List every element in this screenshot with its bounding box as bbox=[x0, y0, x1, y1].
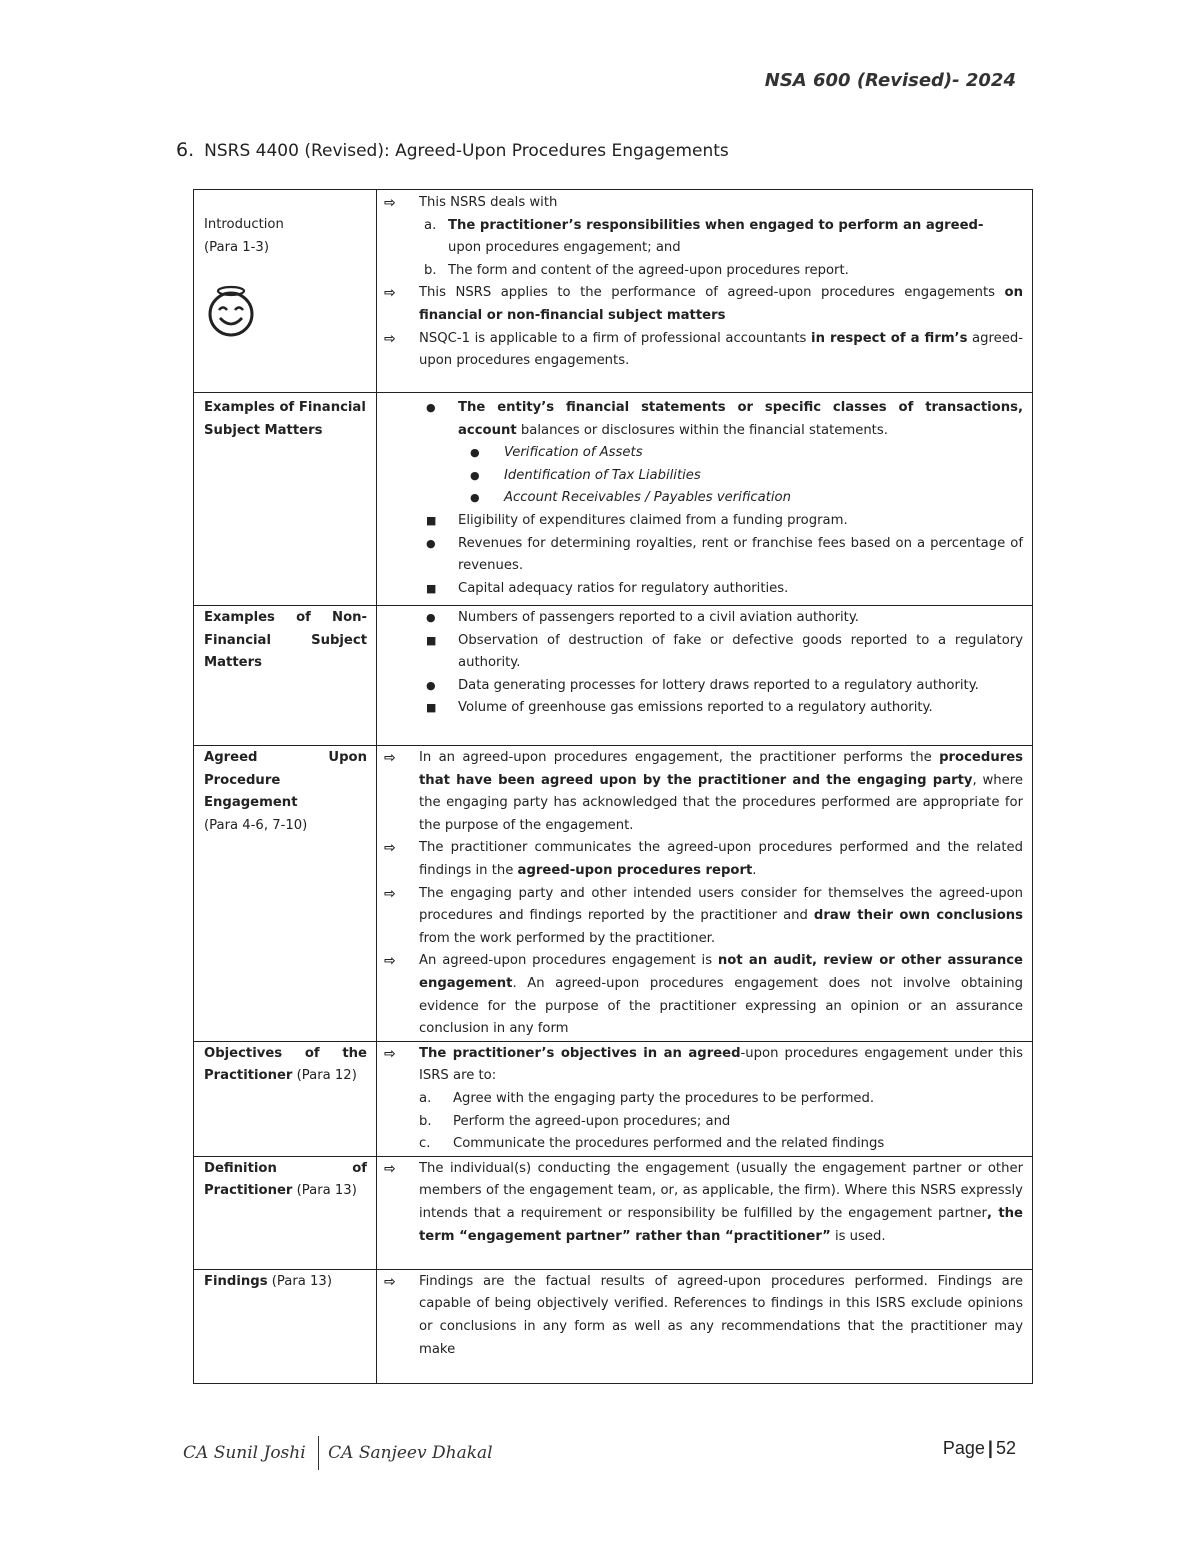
row-content-cell bbox=[377, 1041, 1033, 1156]
item-text-part: , where the engaging party has acknowledged that the procedures performed are appropriate for the purpose of the engagement. bbox=[419, 772, 1023, 833]
row-label-cell bbox=[194, 393, 377, 606]
list-item bbox=[384, 192, 1023, 215]
section-number: 6. bbox=[176, 139, 195, 161]
bullet-dot-icon: ● bbox=[470, 468, 480, 482]
item-text: Agree with the engaging party the procedures to be performed. bbox=[453, 1090, 875, 1106]
bullet-dot-icon: ● bbox=[426, 536, 436, 550]
row-label-para: (Para 13) bbox=[267, 1273, 332, 1289]
header-title: NSA 600 (Revised)- 2024 bbox=[764, 70, 1016, 91]
list-item bbox=[426, 607, 1023, 630]
list-item bbox=[470, 442, 1023, 465]
list-item bbox=[384, 1271, 1023, 1361]
item-text-part: NSQC-1 is applicable to a firm of professional accountants bbox=[419, 330, 812, 346]
bullet-square-icon: ■ bbox=[426, 513, 437, 527]
row-label-bold: Findings bbox=[204, 1273, 268, 1289]
item-text-part: is used. bbox=[830, 1228, 886, 1244]
item-text-part: . bbox=[752, 862, 757, 878]
footer-author-1: CA Sunil Joshi bbox=[183, 1443, 306, 1463]
item-text-part: An agreed-upon procedures engagement is bbox=[419, 953, 718, 969]
item-bold-text: not an audit, review or other assurance engagement bbox=[419, 953, 1023, 991]
table-row bbox=[194, 1269, 1033, 1383]
item-text: Account Receivables / Payables verification bbox=[504, 490, 791, 506]
row-label: Examples of Non-Financial Subject Matters bbox=[204, 610, 367, 671]
item-text bbox=[448, 215, 1023, 238]
table-row bbox=[194, 1156, 1033, 1269]
item-text-part: -upon procedures engagement under this ISRS are to: bbox=[419, 1045, 1024, 1084]
list-item bbox=[384, 837, 1023, 882]
row-content-cell bbox=[377, 746, 1033, 1042]
item-marker: c. bbox=[419, 1136, 431, 1152]
item-text bbox=[419, 1158, 1023, 1248]
row-label-cell bbox=[194, 1041, 377, 1156]
item-text: Capital adequacy ratios for regulatory authorities. bbox=[458, 580, 789, 596]
arrow-right-icon: ⇨ bbox=[384, 285, 396, 302]
row-label bbox=[204, 1158, 367, 1203]
row-content-cell bbox=[377, 1156, 1033, 1269]
arrow-right-icon: ⇨ bbox=[384, 1160, 396, 1177]
item-text bbox=[419, 950, 1023, 1040]
list-item bbox=[470, 487, 1023, 510]
row-label-para: (Para 12) bbox=[292, 1068, 357, 1084]
item-text bbox=[419, 328, 1023, 373]
arrow-right-icon: ⇨ bbox=[384, 953, 396, 970]
row-label-cell bbox=[194, 606, 377, 746]
list-item bbox=[384, 950, 1023, 1040]
row-label-bold: Objectives of the Practitioner bbox=[204, 1045, 367, 1084]
item-text: Eligibility of expenditures claimed from a funding program. bbox=[458, 512, 848, 528]
content-table bbox=[193, 189, 1033, 1384]
item-text: upon procedures engagement; and bbox=[448, 240, 681, 256]
item-marker: a. bbox=[424, 217, 437, 233]
item-text: Identification of Tax Liabilities bbox=[504, 467, 701, 483]
list-item bbox=[419, 1133, 1023, 1156]
row-para: (Para 4-6, 7-10) bbox=[204, 817, 308, 833]
item-text-part: agreed-upon procedures engagements. bbox=[419, 330, 1023, 369]
item-bold-text: on financial or non-financial subject matters bbox=[419, 285, 1023, 323]
item-text: Data generating processes for lottery draws reported to a regulatory authority. bbox=[458, 677, 979, 693]
item-bold-text: The practitioner’s responsibilities when engaged to perform an agreed- bbox=[448, 217, 984, 233]
item-text-part: The engaging party and other intended users consider for themselves the agreed-upon procedures and findings reported by the practitioner and bbox=[419, 885, 1023, 924]
item-text: Perform the agreed-upon procedures; and bbox=[453, 1113, 731, 1129]
list-item bbox=[424, 260, 1023, 283]
footer-author-2: CA Sanjeev Dhakal bbox=[328, 1443, 493, 1463]
item-text: The form and content of the agreed-upon procedures report. bbox=[448, 262, 849, 278]
table-row bbox=[194, 190, 1033, 393]
row-label-cell bbox=[194, 746, 377, 1042]
item-text-part: The individual(s) conducting the engagement (usually the engagement partner or other members of the engagement team, or, as applicable, the firm). Where this NSRS expressly intends that a requirement or responsibility be fulfilled by the engagement partner bbox=[419, 1160, 1023, 1221]
list-item bbox=[424, 215, 1023, 238]
arrow-right-icon: ⇨ bbox=[384, 1045, 396, 1062]
item-text: Volume of greenhouse gas emissions reported to a regulatory authority. bbox=[458, 700, 933, 716]
item-bold-text: , the term “engagement partner” rather than “practitioner” bbox=[419, 1205, 1023, 1244]
row-label: Introduction bbox=[204, 217, 284, 232]
list-item bbox=[419, 1111, 1023, 1134]
bullet-dot-icon: ● bbox=[470, 446, 480, 460]
row-content-cell bbox=[377, 190, 1033, 393]
item-text bbox=[419, 747, 1023, 837]
bullet-dot-icon: ● bbox=[426, 401, 436, 414]
item-text: Observation of destruction of fake or defective goods reported to a regulatory authority. bbox=[458, 632, 1023, 671]
list-item bbox=[426, 630, 1023, 675]
row-para: (Para 1-3) bbox=[204, 239, 269, 255]
row-content-cell bbox=[377, 393, 1033, 606]
table-row bbox=[194, 606, 1033, 746]
row-label: Agreed Upon Procedure Engagement bbox=[204, 750, 367, 811]
item-text bbox=[458, 397, 1023, 442]
row-content-cell bbox=[377, 606, 1033, 746]
arrow-right-icon: ⇨ bbox=[384, 750, 396, 766]
list-item bbox=[384, 1043, 1023, 1088]
footer-authors bbox=[183, 1436, 493, 1470]
list-item bbox=[384, 328, 1023, 373]
item-text bbox=[419, 883, 1023, 951]
item-marker: a. bbox=[419, 1090, 432, 1106]
row-label: Examples of Financial Subject Matters bbox=[204, 400, 366, 438]
item-bold-text: The entity’s financial statements or specific classes of transactions, account bbox=[458, 400, 1023, 438]
list-item bbox=[384, 883, 1023, 951]
item-bold-text: in respect of a firm’s bbox=[811, 330, 968, 346]
bullet-dot-icon: ● bbox=[470, 491, 480, 505]
item-bold-text: The practitioner’s objectives in an agreed bbox=[419, 1045, 741, 1061]
item-text bbox=[419, 1043, 1023, 1088]
page-separator: | bbox=[987, 1438, 993, 1458]
bullet-dot-icon: ● bbox=[426, 611, 436, 624]
bullet-square-icon: ■ bbox=[426, 701, 437, 715]
table-row bbox=[194, 393, 1033, 606]
item-text: Verification of Assets bbox=[504, 445, 643, 461]
list-item bbox=[384, 1158, 1023, 1248]
footer-divider bbox=[318, 1436, 320, 1470]
item-text-part: balances or disclosures within the financial statements. bbox=[516, 422, 888, 438]
bullet-square-icon: ■ bbox=[426, 581, 437, 595]
arrow-right-icon: ⇨ bbox=[384, 1273, 396, 1290]
page-number: 52 bbox=[995, 1438, 1016, 1458]
list-item bbox=[424, 237, 1023, 260]
page-number-block bbox=[943, 1438, 1016, 1459]
item-text: Revenues for determining royalties, rent or franchise fees based on a percentage of revenues. bbox=[458, 535, 1023, 574]
item-text bbox=[419, 837, 1023, 882]
item-text bbox=[419, 282, 1023, 327]
row-content-cell bbox=[377, 1269, 1033, 1383]
item-bold-text: agreed-upon procedures report bbox=[517, 862, 753, 878]
list-item bbox=[470, 465, 1023, 488]
item-text-part: In an agreed-upon procedures engagement, the practitioner performs the bbox=[419, 750, 940, 765]
list-item bbox=[426, 533, 1023, 578]
arrow-right-icon: ⇨ bbox=[384, 840, 396, 857]
item-text-part: . An agreed-upon procedures engagement does not involve obtaining evidence for the purpose of the practitioner expressing an opinion or an assurance conclusion in any form bbox=[419, 975, 1023, 1037]
item-marker: b. bbox=[419, 1113, 432, 1129]
row-label bbox=[204, 1043, 367, 1088]
item-bold-text: draw their own conclusions bbox=[813, 908, 1024, 924]
list-item bbox=[426, 675, 1023, 698]
item-marker: b. bbox=[424, 262, 437, 278]
row-label bbox=[204, 1271, 367, 1294]
table-row bbox=[194, 1041, 1033, 1156]
bullet-dot-icon: ● bbox=[426, 678, 436, 692]
item-text: This NSRS deals with bbox=[419, 195, 558, 210]
section-heading bbox=[176, 139, 729, 161]
list-item bbox=[384, 747, 1023, 837]
arrow-right-icon: ⇨ bbox=[384, 330, 396, 347]
list-item bbox=[419, 1088, 1023, 1111]
arrow-right-icon: ⇨ bbox=[384, 195, 396, 211]
item-bold-text: procedures that have been agreed upon by the practitioner and the engaging party bbox=[419, 750, 1023, 788]
item-text-part: The practitioner communicates the agreed-upon procedures performed and the related findings in the bbox=[419, 840, 1023, 878]
item-text: Findings are the factual results of agreed-upon procedures performed. Findings are capable of being objectively verified. References to findings in this ISRS exclude opinions or conclusions in any form as well as any recommendations that the practitioner may make bbox=[419, 1273, 1023, 1357]
table-row bbox=[194, 746, 1033, 1042]
section-title: NSRS 4400 (Revised): Agreed-Upon Procedures Engagements bbox=[204, 141, 729, 161]
item-text: Numbers of passengers reported to a civil aviation authority. bbox=[458, 610, 859, 625]
arrow-right-icon: ⇨ bbox=[384, 885, 396, 902]
row-label-cell bbox=[194, 190, 377, 393]
row-label-cell bbox=[194, 1156, 377, 1269]
row-label-bold: Definition of Practitioner bbox=[204, 1160, 367, 1199]
page-label: Page bbox=[942, 1438, 985, 1458]
item-text-part: from the work performed by the practitioner. bbox=[419, 930, 716, 946]
list-item bbox=[426, 697, 1023, 720]
list-item bbox=[384, 282, 1023, 327]
list-item bbox=[426, 578, 1023, 601]
bullet-square-icon: ■ bbox=[426, 633, 437, 647]
row-label-para: (Para 13) bbox=[292, 1183, 357, 1199]
list-item bbox=[426, 510, 1023, 533]
smiley-halo-icon bbox=[206, 285, 367, 346]
list-item bbox=[426, 397, 1023, 442]
item-text: Communicate the procedures performed and the related findings bbox=[453, 1136, 885, 1152]
item-text-part: This NSRS applies to the performance of agreed-upon procedures engagements bbox=[419, 285, 1005, 301]
row-label-cell bbox=[194, 1269, 377, 1383]
